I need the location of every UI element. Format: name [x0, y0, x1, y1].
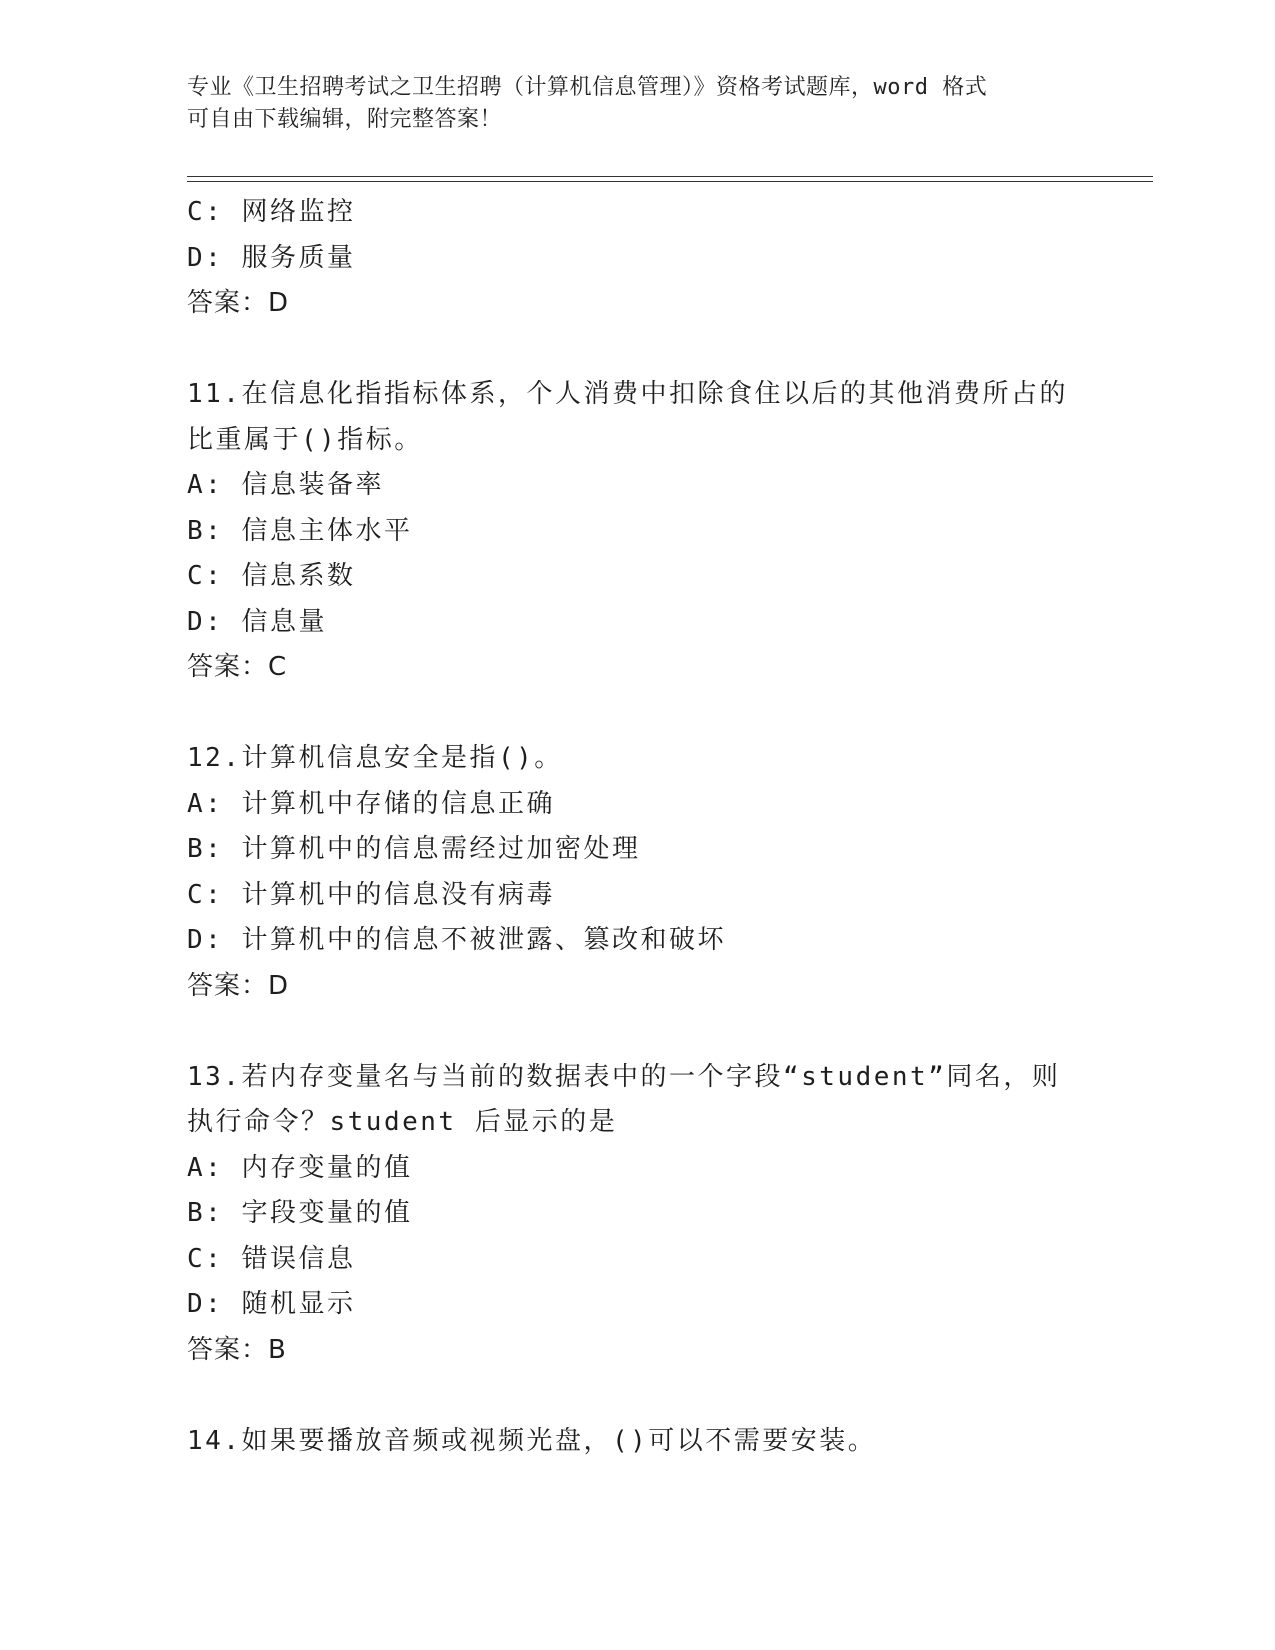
question-13-option-a: A: 内存变量的值: [187, 1152, 413, 1183]
question-content: [187, 190, 1147, 1464]
question-13-option-c: C: 错误信息: [187, 1243, 356, 1274]
question-12-option-c: C: 计算机中的信息没有病毒: [187, 879, 555, 910]
spacer: [187, 1373, 1147, 1419]
question-12-option-d: D: 计算机中的信息不被泄露、篡改和破坏: [187, 925, 726, 955]
spacer: [187, 1009, 1147, 1055]
question-14-stem-line-1: 14.如果要播放音频或视频光盘，()可以不需要安装。: [187, 1425, 877, 1456]
question-12-stem-line-1: 12.计算机信息安全是指()。: [187, 743, 563, 773]
question-10-answer: 答案：D: [187, 288, 290, 318]
question-12-option-b: B: 计算机中的信息需经过加密处理: [187, 834, 641, 864]
question-10-option-d: D: 服务质量: [187, 242, 356, 273]
question-11-answer: 答案：C: [187, 652, 288, 682]
question-10-option-c: C: 网络监控: [187, 197, 356, 227]
question-11-stem-line-2: 比重属于()指标。: [187, 424, 423, 455]
header-divider-bottom: [187, 181, 1153, 182]
question-13-stem-line-1: 13.若内存变量名与当前的数据表中的一个字段“student”同名，则: [187, 1061, 1061, 1092]
question-11-stem-line-1: 11.在信息化指指标体系，个人消费中扣除食住以后的其他消费所占的: [187, 379, 1068, 409]
question-13-option-b: B: 字段变量的值: [187, 1198, 413, 1228]
header-line-2: 可自由下载编辑，附完整答案！: [187, 107, 503, 132]
spacer: [187, 691, 1147, 737]
header-divider-top: [187, 176, 1153, 177]
question-13-answer: 答案：B: [187, 1334, 287, 1365]
question-13-option-d: D: 随机显示: [187, 1289, 356, 1319]
question-12-option-a: A: 计算机中存储的信息正确: [187, 788, 555, 819]
question-11-option-c: C: 信息系数: [187, 561, 356, 591]
spacer: [187, 327, 1147, 373]
question-12-answer: 答案：D: [187, 970, 290, 1001]
document-header: [187, 72, 1087, 136]
question-11-option-a: A: 信息装备率: [187, 470, 384, 500]
header-line-1: 专业《卫生招聘考试之卫生招聘（计算机信息管理）》资格考试题库，word 格式: [187, 75, 988, 100]
question-11-option-d: D: 信息量: [187, 606, 327, 637]
question-13-stem-line-2: 执行命令？student 后显示的是: [187, 1107, 618, 1137]
question-11-option-b: B: 信息主体水平: [187, 515, 413, 546]
